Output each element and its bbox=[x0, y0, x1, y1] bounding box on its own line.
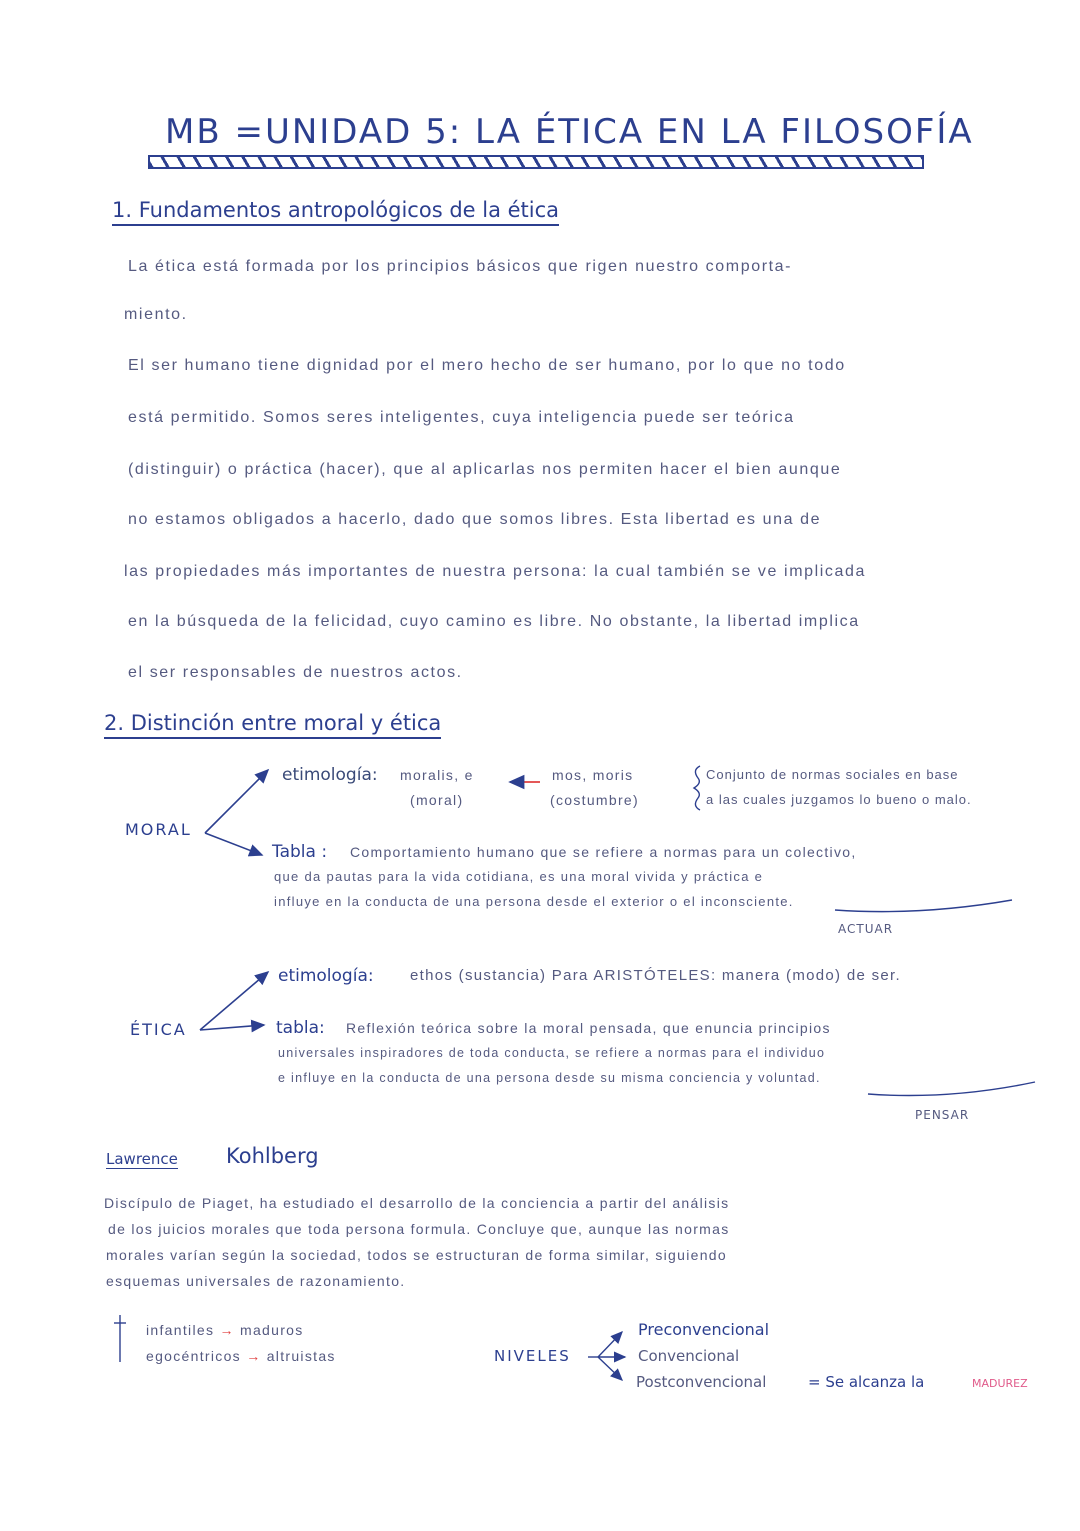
etica-tabla-line: universales inspiradores de toda conducta, se refiere a normas para el individuo bbox=[278, 1046, 826, 1060]
moral-etymology-root-sub: (costumbre) bbox=[550, 792, 639, 808]
section1-line: el ser responsables de nuestros actos. bbox=[128, 664, 463, 681]
kohlberg-transition-2 bbox=[146, 1348, 336, 1364]
moral-etymology-root: mos, moris bbox=[552, 767, 634, 783]
kohlberg-line: de los juicios morales que toda persona formula. Concluye que, aunque las normas bbox=[108, 1221, 730, 1237]
etica-tabla-line: e influye en la conducta de una persona desde su misma conciencia y voluntad. bbox=[278, 1071, 821, 1085]
moral-etymology-latin: moralis, e bbox=[400, 767, 474, 783]
kohlberg-line: morales varían según la sociedad, todos se estructuran de forma similar, siguiendo bbox=[106, 1247, 727, 1263]
moral-label: MORAL bbox=[125, 820, 192, 839]
kohlberg-transition-1 bbox=[146, 1322, 304, 1338]
section1-line: las propiedades más importantes de nuestra persona: la cual también se ve implicada bbox=[124, 563, 867, 580]
section2-heading: 2. Distinción entre moral y ética bbox=[104, 711, 441, 739]
section1-line: miento. bbox=[124, 306, 188, 323]
moral-etymology-label: etimología: bbox=[282, 765, 378, 785]
section1-line: El ser humano tiene dignidad por el mero hecho de ser humano, por lo que no todo bbox=[128, 357, 846, 374]
title-underline-bar bbox=[148, 155, 924, 169]
section1-line: está permitido. Somos seres inteligentes, cuya inteligencia puede ser teórica bbox=[128, 409, 795, 426]
moral-tabla-line: que da pautas para la vida cotidiana, es una moral vivida y práctica e bbox=[274, 869, 764, 884]
arrow-icon: → bbox=[219, 1322, 235, 1338]
kohlberg-from-1: infantiles bbox=[146, 1322, 215, 1338]
moral-note-line: Conjunto de normas sociales en base bbox=[706, 767, 959, 782]
kohlberg-to-2: altruistas bbox=[266, 1348, 336, 1364]
level-item: Postconvencional bbox=[636, 1373, 767, 1391]
moral-keyword: ACTUAR bbox=[838, 922, 894, 936]
arrow-icon: → bbox=[246, 1348, 262, 1364]
section1-line: (distinguir) o práctica (hacer), que al aplicarlas nos permiten hacer el bien aunque bbox=[128, 461, 842, 478]
kohlberg-line: Discípulo de Piaget, ha estudiado el desarrollo de la conciencia a partir del análisis bbox=[104, 1195, 730, 1211]
etica-etymology-label: etimología: bbox=[278, 966, 374, 986]
kohlberg-to-1: maduros bbox=[239, 1322, 304, 1338]
kohlberg-from-2: egocéntricos bbox=[146, 1348, 241, 1364]
levels-label: NIVELES bbox=[494, 1347, 571, 1365]
etica-keyword: PENSAR bbox=[915, 1108, 970, 1122]
moral-note-line: a las cuales juzgamos lo bueno o malo. bbox=[706, 792, 972, 807]
section1-line: en la búsqueda de la felicidad, cuyo camino es libre. No obstante, la libertad implica bbox=[128, 613, 860, 630]
section1-line: La ética está formada por los principios básicos que rigen nuestro comporta- bbox=[128, 258, 793, 275]
moral-tabla-line: influye en la conducta de una persona desde el exterior o el inconsciente. bbox=[274, 894, 794, 909]
etica-tabla-label: tabla: bbox=[276, 1018, 325, 1038]
kohlberg-heading-last: Kohlberg bbox=[226, 1144, 319, 1168]
post-note: = Se alcanza la bbox=[808, 1373, 925, 1391]
kohlberg-heading-first: Lawrence bbox=[106, 1150, 178, 1168]
kohlberg-line: esquemas universales de razonamiento. bbox=[106, 1273, 406, 1289]
page-title: MB =UNIDAD 5: LA ÉTICA EN LA FILOSOFÍA bbox=[165, 112, 974, 152]
etica-tabla-line: Reflexión teórica sobre la moral pensada, que enuncia principios bbox=[346, 1020, 831, 1036]
level-item: Convencional bbox=[638, 1347, 740, 1365]
moral-tabla-line: Comportamiento humano que se refiere a normas para un colectivo, bbox=[350, 844, 857, 860]
section1-heading: 1. Fundamentos antropológicos de la ética bbox=[112, 198, 559, 226]
etica-etymology-text: ethos (sustancia) Para ARISTÓTELES: manera (modo) de ser. bbox=[410, 967, 901, 984]
level-item: Preconvencional bbox=[638, 1320, 770, 1339]
post-highlight: MADUREZ bbox=[972, 1377, 1028, 1390]
moral-tabla-label: Tabla : bbox=[272, 842, 328, 862]
moral-etymology-latin-sub: (moral) bbox=[410, 792, 464, 808]
etica-label: ÉTICA bbox=[130, 1020, 187, 1039]
section1-line: no estamos obligados a hacerlo, dado que somos libres. Esta libertad es una de bbox=[128, 511, 822, 528]
